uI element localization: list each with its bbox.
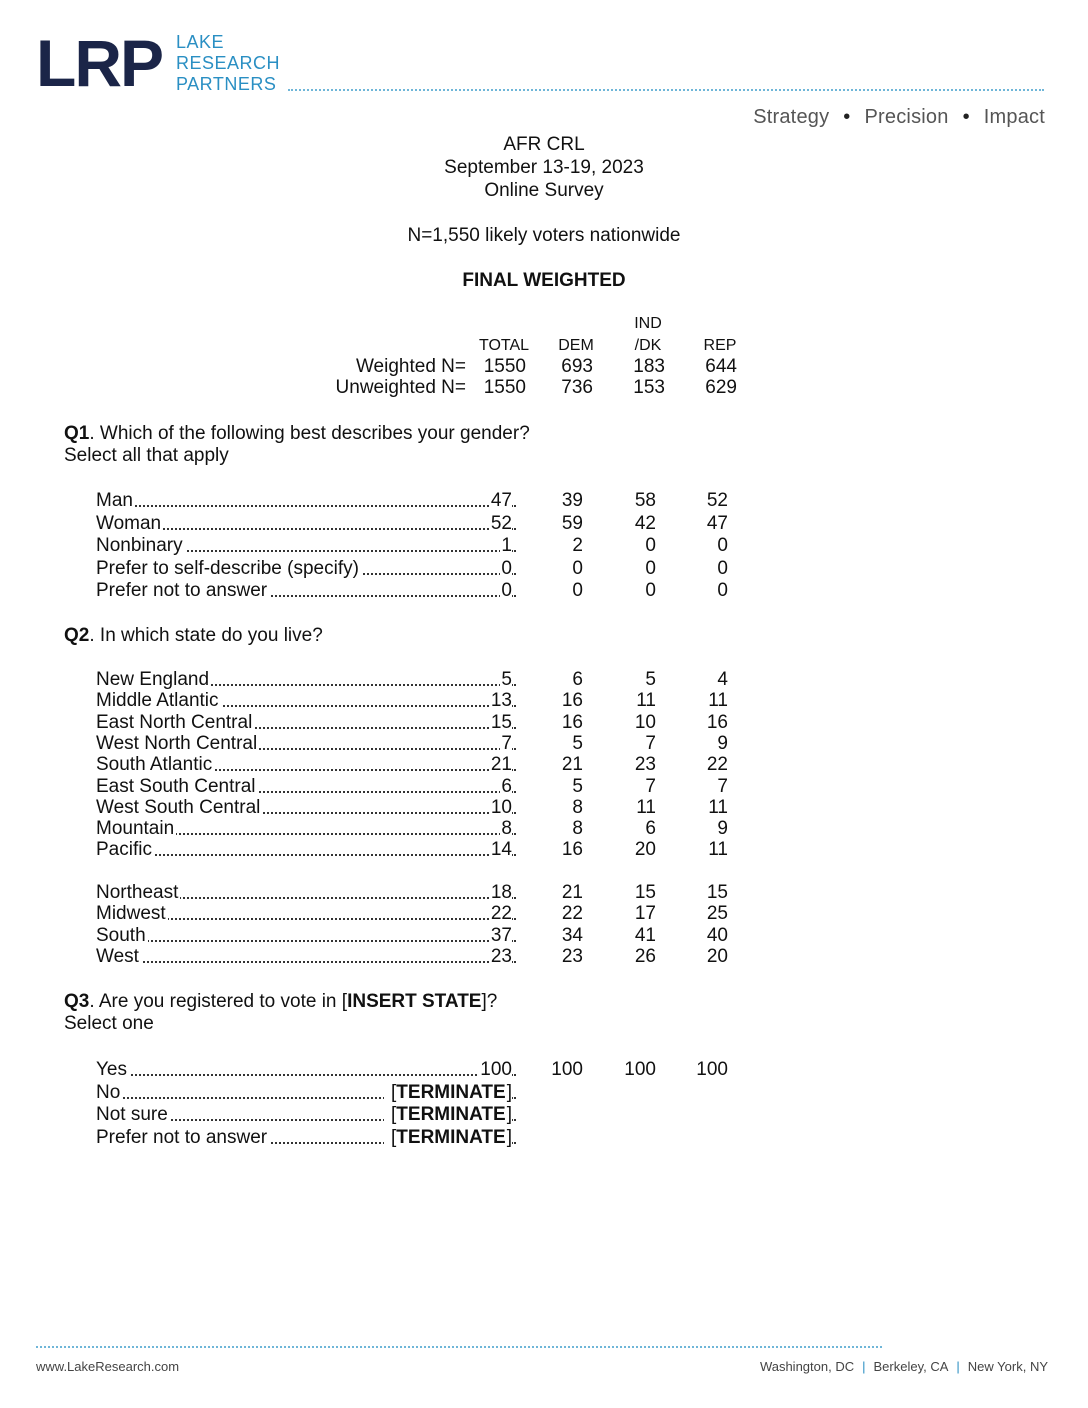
weighting-label: FINAL WEIGHTED: [462, 270, 626, 291]
weighted-total: 1550: [483, 356, 526, 377]
cell-rep: 11: [708, 690, 728, 712]
cell-rep: 100: [696, 1059, 728, 1080]
bullet-icon: •: [962, 106, 970, 128]
row-label: Not sure: [96, 1104, 168, 1125]
cell-total: 7: [501, 732, 512, 754]
tagline-impact: Impact: [983, 106, 1045, 128]
cell-rep: 22: [706, 754, 728, 776]
cell-total: 8: [501, 818, 512, 840]
row-label: Man: [96, 490, 133, 511]
cell-total: [384, 1127, 512, 1148]
cell-dem: 16: [561, 711, 583, 733]
bracket: [: [391, 1081, 397, 1103]
cell-rep: 9: [717, 818, 728, 840]
cell-total: 0: [501, 580, 512, 601]
bracket: ]: [506, 1104, 512, 1125]
cell-rep: 11: [708, 796, 728, 818]
cell-total: [384, 1082, 512, 1103]
cell-total: [384, 1104, 512, 1125]
survey-mode: Online Survey: [484, 180, 604, 201]
footer-dotted-divider: [36, 1346, 882, 1348]
row-label: Middle Atlantic: [96, 690, 219, 712]
cell-total: 1: [501, 535, 512, 556]
separator-icon: |: [862, 1359, 866, 1374]
company-logo-text: [176, 32, 280, 95]
cell-ind: 11: [636, 690, 656, 712]
logo-line-1: LAKE: [176, 32, 225, 52]
weighted-rep: 644: [705, 356, 737, 377]
unweighted-rep: 629: [705, 377, 737, 398]
cell-total: 14: [490, 839, 512, 861]
q3-instruction: Select one: [64, 1013, 154, 1034]
cell-dem: 16: [561, 690, 583, 712]
cell-rep: 52: [706, 490, 728, 511]
cell-rep: 15: [706, 882, 728, 903]
cell-total: 6: [501, 775, 512, 797]
cell-dem: 5: [572, 732, 583, 754]
row-label: Yes: [96, 1059, 127, 1080]
row-label: South Atlantic: [96, 754, 213, 776]
cell-rep: 16: [706, 711, 728, 733]
cell-dem: 0: [572, 580, 583, 601]
cell-rep: 9: [717, 732, 728, 754]
cell-total: 47: [490, 490, 512, 511]
cell-ind: 26: [634, 945, 656, 967]
q3-question: [64, 991, 497, 1013]
cell-ind: 7: [645, 732, 656, 754]
cell-rep: 0: [717, 580, 728, 601]
row-label: Northeast: [96, 882, 179, 903]
bracket: [: [391, 1104, 397, 1125]
cell-rep: 7: [717, 775, 728, 797]
weighted-n-label: Weighted N=: [355, 356, 466, 377]
cell-dem: 5: [572, 775, 583, 797]
bracket: ]: [506, 1081, 512, 1103]
sample-size: N=1,550 likely voters nationwide: [407, 225, 681, 246]
cell-ind: 58: [634, 490, 656, 511]
cell-ind: 5: [645, 669, 656, 690]
cell-dem: 21: [561, 882, 583, 903]
cell-total: 0: [501, 557, 512, 579]
cell-total: 13: [490, 690, 512, 712]
cell-rep: 20: [706, 945, 728, 967]
weighted-dem: 693: [561, 356, 593, 377]
col-header-ind-bottom: /DK: [634, 337, 662, 354]
row-label: New England: [96, 669, 210, 690]
cell-rep: 11: [708, 839, 728, 861]
q1-question: [64, 423, 530, 445]
cell-total: 18: [490, 882, 512, 903]
cell-dem: 34: [561, 924, 583, 946]
footer-offices: [760, 1359, 1048, 1374]
cell-dem: 21: [561, 754, 583, 776]
row-label: Prefer not to answer: [96, 1126, 268, 1148]
unweighted-dem: 736: [561, 377, 593, 398]
cell-dem: 59: [561, 512, 583, 534]
cell-ind: 17: [634, 903, 656, 925]
cell-ind: 23: [634, 754, 656, 776]
cell-dem: 23: [561, 945, 583, 967]
cell-dem: 8: [572, 818, 583, 840]
office-newyork: New York, NY: [967, 1359, 1048, 1374]
office-berkeley: Berkeley, CA: [873, 1359, 949, 1374]
cell-rep: 40: [706, 924, 728, 946]
survey-dates: September 13-19, 2023: [444, 157, 644, 178]
cell-ind: 41: [634, 924, 656, 946]
terminate-label: TERMINATE: [396, 1081, 506, 1103]
survey-title: AFR CRL: [503, 134, 585, 155]
col-header-ind-top: IND: [634, 315, 662, 332]
logo-line-2: RESEARCH: [176, 53, 281, 73]
row-label: Pacific: [96, 839, 152, 861]
cell-dem: 22: [561, 903, 583, 925]
office-washington: Washington, DC: [759, 1359, 855, 1374]
cell-rep: 0: [717, 557, 728, 579]
col-header-total: TOTAL: [478, 337, 530, 354]
terminate-label: TERMINATE: [396, 1126, 506, 1148]
unweighted-ind: 153: [633, 377, 665, 398]
cell-total: 5: [501, 669, 512, 690]
cell-ind: 11: [636, 796, 656, 818]
cell-total: 10: [490, 796, 512, 818]
cell-dem: 16: [561, 839, 583, 861]
cell-total: 15: [490, 711, 512, 733]
row-label: West North Central: [96, 732, 258, 754]
cell-rep: 25: [706, 903, 728, 925]
cell-ind: 0: [645, 580, 656, 601]
cell-ind: 0: [645, 557, 656, 579]
terminate-label: TERMINATE: [396, 1104, 506, 1125]
q2-number: Q2: [64, 625, 90, 646]
cell-rep: 0: [717, 535, 728, 556]
q1-text: . Which of the following best describes your gender?: [89, 423, 530, 444]
cell-dem: 100: [551, 1059, 583, 1080]
cell-rep: 47: [706, 512, 728, 534]
q3-number: Q3: [64, 991, 90, 1012]
bracket: ]: [506, 1126, 512, 1148]
cell-total: 100: [480, 1059, 512, 1080]
bullet-icon: •: [843, 106, 851, 128]
row-label: East South Central: [96, 775, 256, 797]
q3-text-before: . Are you registered to vote in [: [89, 991, 348, 1012]
row-label: East North Central: [96, 711, 253, 733]
row-label: Prefer not to answer: [96, 580, 268, 601]
cell-dem: 0: [572, 557, 583, 579]
tagline-strategy: Strategy: [753, 106, 830, 128]
q1-number: Q1: [64, 423, 90, 444]
cell-ind: 0: [645, 535, 656, 556]
cell-dem: 8: [572, 796, 583, 818]
weighted-ind: 183: [633, 356, 665, 377]
cell-total: 23: [490, 945, 512, 967]
cell-rep: 4: [717, 669, 728, 690]
header-dotted-divider: [288, 89, 1044, 91]
cell-ind: 15: [634, 882, 656, 903]
q2-text: . In which state do you live?: [89, 625, 323, 646]
row-label: Nonbinary: [96, 535, 183, 556]
row-label: West South Central: [96, 796, 261, 818]
q1-instruction: Select all that apply: [64, 445, 229, 466]
cell-dem: 2: [572, 535, 583, 556]
cell-ind: 7: [645, 775, 656, 797]
separator-icon: |: [956, 1359, 960, 1374]
company-logo-mark: LRP: [36, 26, 162, 100]
row-label: West: [96, 945, 139, 967]
cell-ind: 10: [634, 711, 656, 733]
row-label: Prefer to self-describe (specify): [96, 557, 359, 579]
cell-ind: 42: [634, 512, 656, 534]
q2-question: [64, 625, 323, 647]
unweighted-total: 1550: [483, 377, 526, 398]
q3-text-after: ]?: [481, 991, 498, 1012]
footer-website: www.LakeResearch.com: [36, 1359, 180, 1374]
col-header-dem: DEM: [558, 337, 594, 354]
row-label: Woman: [96, 512, 162, 534]
tagline: [753, 106, 1045, 129]
bracket: [: [391, 1126, 397, 1148]
cell-total: 37: [490, 924, 512, 946]
row-label: No: [96, 1081, 121, 1103]
row-label: South: [96, 924, 146, 946]
cell-dem: 6: [572, 669, 583, 690]
cell-dem: 39: [561, 490, 583, 511]
row-label: Mountain: [96, 818, 175, 840]
cell-total: 21: [490, 754, 512, 776]
tagline-precision: Precision: [864, 106, 949, 128]
cell-ind: 6: [645, 818, 656, 840]
cell-total: 22: [490, 903, 512, 925]
unweighted-n-label: Unweighted N=: [335, 377, 466, 398]
cell-ind: 100: [624, 1059, 656, 1080]
cell-ind: 20: [634, 839, 656, 861]
row-label: Midwest: [96, 903, 166, 925]
q3-text-bold: INSERT STATE: [347, 991, 482, 1012]
logo-line-3: PARTNERS: [176, 74, 277, 94]
cell-total: 52: [490, 512, 512, 534]
col-header-rep: REP: [703, 337, 737, 354]
